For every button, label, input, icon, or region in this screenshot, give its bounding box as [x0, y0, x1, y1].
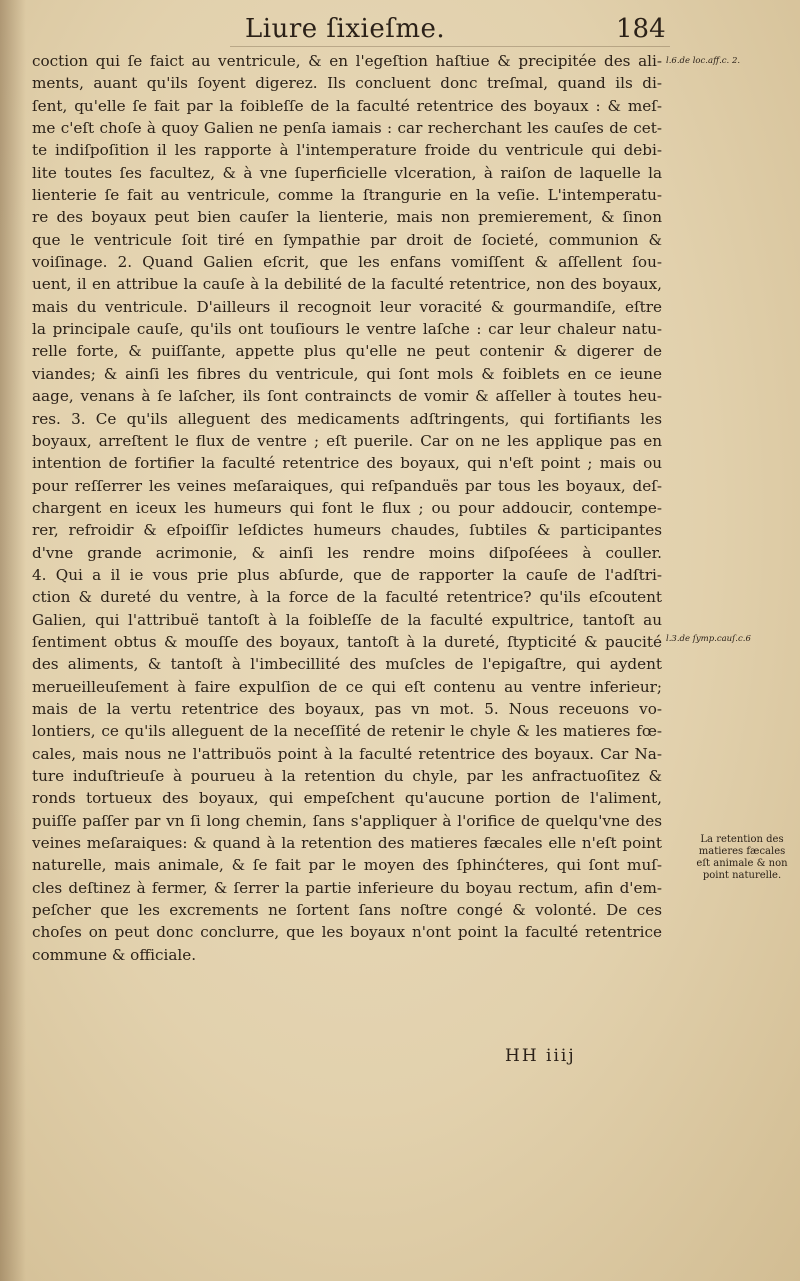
text-line: veines meſaraiques: & quand à la retention des matieres fæcales elle n'eſt point: [32, 834, 662, 853]
text-line: me c'eſt choſe à quoy Galien ne penſa iamais : car recherchant les cauſes de cet-: [32, 119, 662, 138]
text-line: ſent, qu'elle ſe fait par la foibleſſe de la faculté retentrice des boyaux : & meſ-: [32, 96, 662, 115]
text-line: Galien, qui l'attribuë tantoſt à la foibleſſe de la faculté expultrice, tantoſt au: [32, 610, 662, 629]
margin-note-line: point naturelle.: [702, 870, 782, 881]
text-line: ſentiment obtus & mouſſe des boyaux, tantoſt à la dureté, ſtypticité & paucité: [32, 632, 662, 651]
text-line: lontiers, ce qu'ils alleguent de la neceſſité de retenir le chyle & les matieres fœ-: [32, 722, 662, 741]
text-line: aage, venans à ſe laſcher, ils ſont contraincts de vomir & aſſeller à toutes heu-: [32, 387, 662, 406]
running-head: Liure ſixieſme.: [245, 14, 446, 44]
text-line: voiſinage. 2. Quand Galien eſcrit, que les enfans vomiſſent & aſſellent ſou-: [32, 253, 662, 272]
text-line: lienterie ſe fait au ventricule, comme la ſtrangurie en la veſie. L'intemperatu-: [32, 186, 662, 205]
text-line: commune & officiale.: [32, 945, 197, 964]
text-line: d'vne grande acrimonie, & ainſi les rendre moins diſpoſéees à couller.: [32, 543, 662, 562]
text-line: boyaux, arreſtent le flux de ventre ; eſt puerile. Car on ne les applique pas en: [32, 431, 662, 450]
text-line: viandes; & ainſi les fibres du ventricule, qui ſont mols & foiblets en ce ieune: [32, 364, 662, 383]
margin-reference-2: l.3.de ſymp.cauſ.c.6: [666, 634, 751, 644]
binding-shadow: [0, 0, 26, 1281]
text-line: coction qui ſe faict au ventricule, & en l'egeſtion haſtiue & precipitée des ali-: [32, 52, 662, 70]
text-line: pour reſſerrer les veines meſaraiques, qui reſpanduës par tous les boyaux, deſ-: [32, 476, 662, 495]
text-line: ronds tortueux des boyaux, qui empeſchent qu'aucune portion de l'aliment,: [32, 789, 662, 808]
body-text: [32, 50, 662, 966]
text-line: ments, auant qu'ils ſoyent digerez. Ils concluent donc treſmal, quand ils di-: [32, 74, 662, 93]
text-line: res. 3. Ce qu'ils alleguent des medicaments adſtringents, qui fortifiants les: [32, 409, 662, 428]
text-line: lite toutes ſes facultez, & à vne ſuperficielle vlceration, à raiſon de laquelle la: [32, 163, 662, 182]
text-line: intention de fortifier la faculté retentrice des boyaux, qui n'eſt point ; mais ou: [32, 454, 662, 473]
text-line: relle forte, & puiſſante, appette plus qu'elle ne peut contenir & digerer de: [32, 342, 662, 361]
text-line: uent, il en attribue la cauſe à la debilité de la faculté retentrice, non des boyaux,: [32, 275, 662, 294]
page-number: 184: [616, 14, 666, 44]
text-line: ction & dureté du ventre, à la force de la faculté retentrice? qu'ils eſcoutent: [32, 588, 662, 607]
text-line: des aliments, & tantoſt à l'imbecillité des muſcles de l'epigaſtre, qui aydent: [32, 655, 662, 674]
margin-note-line: matieres fæcales: [698, 846, 786, 857]
text-line: cales, mais nous ne l'attribuös point à la faculté retentrice des boyaux. Car Na-: [32, 744, 662, 763]
margin-note-line: La retention des: [700, 834, 784, 845]
text-line: que le ventricule ſoit tiré en ſympathie par droit de ſocieté, communion &: [32, 230, 662, 249]
text-line: rer, refroidir & eſpoiſſir leſdictes humeurs chaudes, ſubtiles & participantes: [32, 521, 662, 540]
margin-note-line: eſt animale & non: [696, 858, 788, 869]
header-rule: [230, 46, 670, 47]
text-line: naturelle, mais animale, & ſe fait par le moyen des ſphinćteres, qui ſont muſ-: [32, 856, 662, 875]
text-line: peſcher que les excrements ne ſortent ſans noſtre congé & volonté. De ces: [32, 901, 662, 920]
text-line: te indiſpoſition il les rapporte à l'intemperature froide du ventricule qui debi-: [32, 141, 662, 160]
text-line: 4. Qui a il ie vous prie plus abſurde, que de rapporter la cauſe de l'adſtri-: [32, 565, 662, 584]
text-line: mais de la vertu retentrice des boyaux, pas vn mot. 5. Nous receuons vo-: [32, 699, 662, 718]
text-line: merueilleuſement à faire expulſion de ce qui eſt contenu au ventre inferieur;: [32, 677, 662, 696]
margin-note: [690, 834, 794, 882]
text-line: choſes on peut donc conclurre, que les boyaux n'ont point la faculté retentrice: [32, 923, 662, 942]
text-line: re des boyaux peut bien cauſer la lienterie, mais non premierement, & ſinon: [32, 208, 662, 227]
text-line: chargent en iceux les humeurs qui font le flux ; ou pour addoucir, contempe-: [32, 498, 662, 517]
text-line: puiſſe paſſer par vn ſi long chemin, ſans s'appliquer à l'orifice de quelqu'vne des: [32, 811, 662, 830]
margin-reference-1: l.6.de loc.aff.c. 2.: [666, 56, 741, 66]
text-line: cles deſtinez à fermer, & ſerrer la partie inferieure du boyau rectum, afin d'em-: [32, 878, 662, 897]
text-line: mais du ventricule. D'ailleurs il recognoit leur voracité & gourmandiſe, eſtre: [32, 297, 662, 316]
signature-mark: HH iiij: [505, 1046, 576, 1066]
text-line: ture induſtrieuſe à pourueu à la retention du chyle, par les anfractuoſitez &: [32, 767, 662, 785]
text-line: la principale cauſe, qu'ils ont touſiours le ventre laſche : car leur chaleur natu-: [32, 320, 662, 339]
